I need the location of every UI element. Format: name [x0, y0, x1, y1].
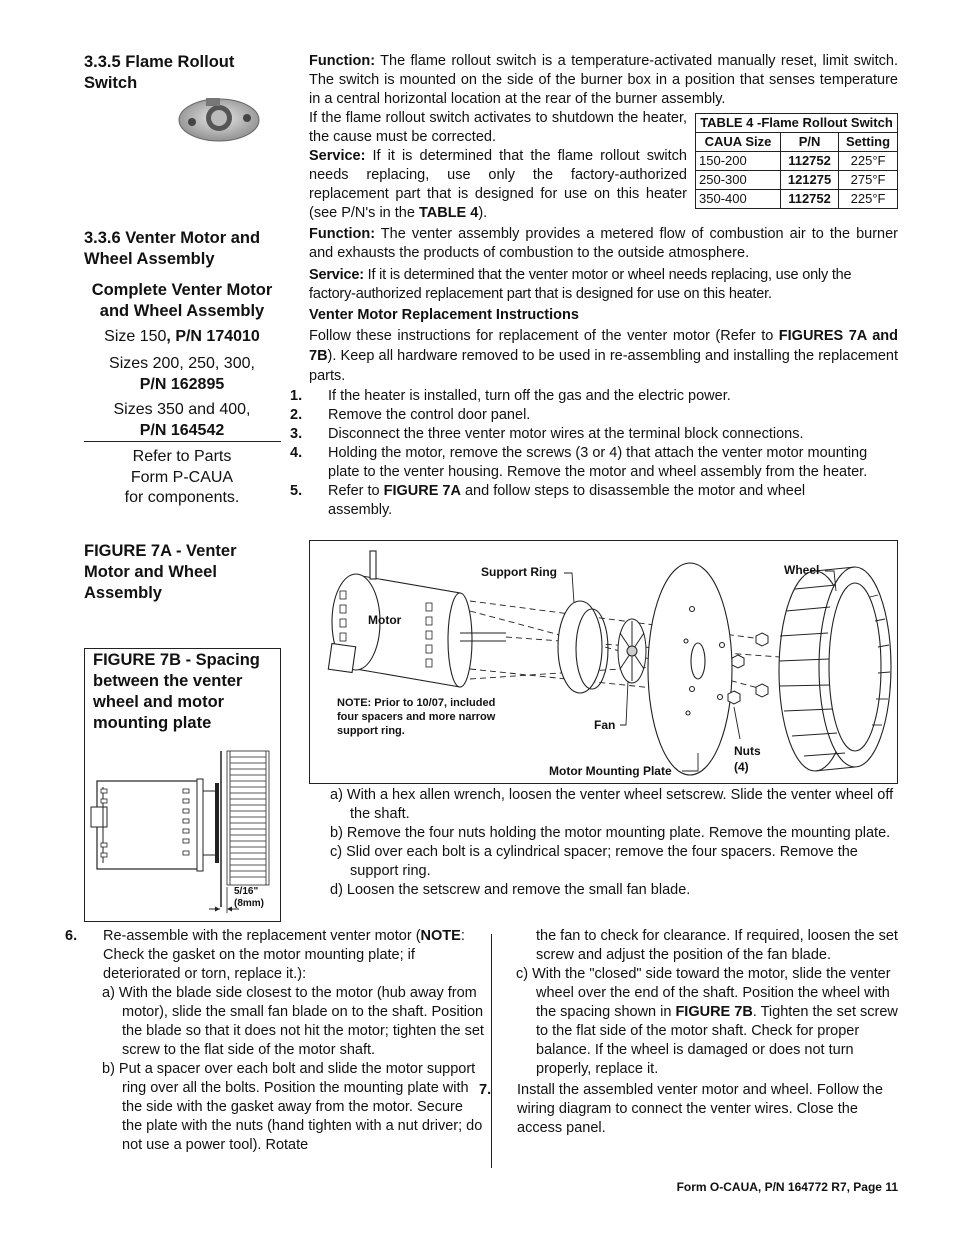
table-4-title: TABLE 4 -Flame Rollout Switch: [696, 114, 898, 133]
venter-service: Service: If it is determined that the venter motor or wheel needs replacing, use only the factory-authorized replacement part that is designed for use on this heater.: [309, 267, 852, 302]
sizes-200-line: Sizes 200, 250, 300, P/N 162895: [109, 355, 255, 393]
figure-7a-note: NOTE: Prior to 10/07, included four spacers and more narrow support ring.: [337, 697, 496, 737]
table-row: [696, 190, 898, 209]
figure-7b-dimension: 5/16" (8mm): [234, 886, 265, 909]
table-cell: 112752: [780, 190, 838, 209]
flame-rollout-switch-image: [176, 92, 262, 148]
disassembly-steps: [330, 786, 898, 900]
instructions-title: Venter Motor Replacement Instructions: [309, 307, 579, 323]
section-title-venter: 3.3.6 Venter Motor and Wheel Assembly: [84, 229, 261, 268]
figure-7a-drawing: [310, 541, 896, 782]
step-6c: c) With the "closed" side toward the motor, slide the venter wheel over the end of the shaft. Position the wheel with the spacing shown in FIGURE 7B. Tighten the set screw to the flat side of the motor shaft. Check for proper balance. If the wheel is damaged or does not turn properly, replace it.: [516, 966, 898, 1077]
instructions-intro: Follow these instructions for replacement of the venter motor (Refer to FIGURES 7A and 7B). Keep all hardware removed to be used in re-assembling and installing the replacement parts.: [309, 328, 898, 384]
disassembly-a: a) With a hex allen wrench, loosen the venter wheel setscrew. Slide the venter wheel off the shaft.: [330, 787, 894, 822]
section-title-flame-rollout: 3.3.5 Flame Rollout Switch: [84, 53, 235, 92]
column-divider: [491, 934, 492, 1168]
step-1: 1. If the heater is installed, turn off the gas and the electric power.: [290, 388, 731, 404]
step-2: 2. Remove the control door panel.: [290, 407, 531, 423]
table-cell: 121275: [780, 171, 838, 190]
step-7: 7. Install the assembled venter motor and wheel. Follow the wiring diagram to connect the venter wires. Close the access panel.: [479, 1082, 883, 1136]
label-motor: Motor: [368, 613, 402, 627]
figure-7b-box: [84, 648, 281, 922]
step-6: 6. Re-assemble with the replacement venter motor (NOTE: Check the gasket on the motor mounting plate; if deteriorated or torn, replace it.): a) With the blade side closest to the motor (hub away from motor), slide the small fan blade on to the shaft. Position the blade so that it does not hit the motor; tighten the set screw to the flat side of the motor shaft. b) Put a spacer over each bolt and slide the motor support ring over all the bolts. Position the mounting plate with the side with the gasket away from the motor. Secure the plate with the nuts (hand tighten with a nut driver; do not use a power tool). Rotate: [84, 927, 486, 1155]
table-4: [695, 113, 898, 209]
table-cell: 350-400: [696, 190, 781, 209]
figure-7b-caption: FIGURE 7B - Spacing between the venter wheel and motor mounting plate: [93, 651, 260, 732]
disassembly-d: d) Loosen the setscrew and remove the small fan blade.: [330, 882, 691, 898]
instruction-steps: [290, 387, 901, 520]
table-cell: 150-200: [696, 152, 781, 171]
table-row: [696, 171, 898, 190]
table-cell: 225°F: [839, 152, 898, 171]
step-3: 3. Disconnect the three venter motor wires at the terminal block connections.: [290, 426, 804, 442]
size-150-line: Size 150, P/N 174010: [104, 328, 260, 345]
rollout-function-2: If the flame rollout switch activates to shutdown the heater, the cause must be corrected.: [309, 110, 687, 145]
step-6b: b) Put a spacer over each bolt and slide the motor support ring over all the bolts. Position the mounting plate with the side with the gasket away from the motor. Secure the plate with the nuts (hand tighten with a nut driver; do not use a power tool). Rotate: [102, 1061, 483, 1153]
table-header: CAUA Size: [696, 133, 781, 152]
step-6-continued: [479, 927, 898, 1138]
rollout-function: Function: The flame rollout switch is a temperature-activated manually reset, limit switch. The switch is mounted on the side of the burner box in a position that senses temperature in a central horizontal location at the rear of the burner assembly.: [309, 53, 898, 107]
page-footer: Form O-CAUA, P/N 164772 R7, Page 11: [676, 1180, 898, 1194]
label-support-ring: Support Ring: [481, 565, 557, 579]
label-fan: Fan: [594, 718, 616, 732]
disassembly-b: b) Remove the four nuts holding the motor mounting plate. Remove the mounting plate.: [330, 825, 891, 841]
label-wheel: Wheel: [784, 563, 820, 577]
table-cell: 225°F: [839, 190, 898, 209]
figure-7a-caption: FIGURE 7A - Venter Motor and Wheel Assembly: [84, 542, 237, 602]
disassembly-c: c) Slid over each bolt is a cylindrical spacer; remove the four spacers. Remove the support ring.: [330, 844, 858, 879]
table-cell: 275°F: [839, 171, 898, 190]
complete-assembly-title: Complete Venter Motor and Wheel Assembly: [91, 281, 273, 320]
figure-7a-box: [309, 540, 898, 784]
table-cell: 112752: [780, 152, 838, 171]
step-4: 4. Holding the motor, remove the screws (3 or 4) that attach the venter motor mounting plate to the venter housing. Remove the motor and wheel assembly from the heater.: [290, 445, 868, 480]
rollout-service: Service: If it is determined that the flame rollout switch needs replacing, use only the factory-authorized replacement part that is designed for use on this heater (see P/N's in the TABLE 4).: [309, 148, 687, 221]
label-nuts: Nuts (4): [734, 744, 761, 774]
table-cell: 250-300: [696, 171, 781, 190]
table-row: [696, 152, 898, 171]
divider: [84, 441, 281, 442]
label-motor-mounting-plate: Motor Mounting Plate: [549, 764, 672, 778]
refer-to-parts: Refer to Parts Form P-CAUA for components.: [124, 448, 240, 506]
step-5: 5. Refer to FIGURE 7A and follow steps to disassemble the motor and wheel assembly.: [290, 483, 806, 518]
table-header: P/N: [780, 133, 838, 152]
table-header: Setting: [839, 133, 898, 152]
step-6a: a) With the blade side closest to the motor (hub away from motor), slide the small fan blade on to the shaft. Position the blade so that it does not hit the motor; tighten the set screw to the flat side of the motor shaft.: [102, 985, 484, 1058]
step-6b-continued: the fan to check for clearance. If required, loosen the set screw and adjust the position of the fan blade.: [536, 928, 898, 963]
venter-function: Function: The venter assembly provides a metered flow of combustion air to the burner and exhausts the products of combustion to the outside atmosphere.: [309, 226, 898, 261]
sizes-350-line: Sizes 350 and 400, P/N 164542: [113, 401, 251, 439]
